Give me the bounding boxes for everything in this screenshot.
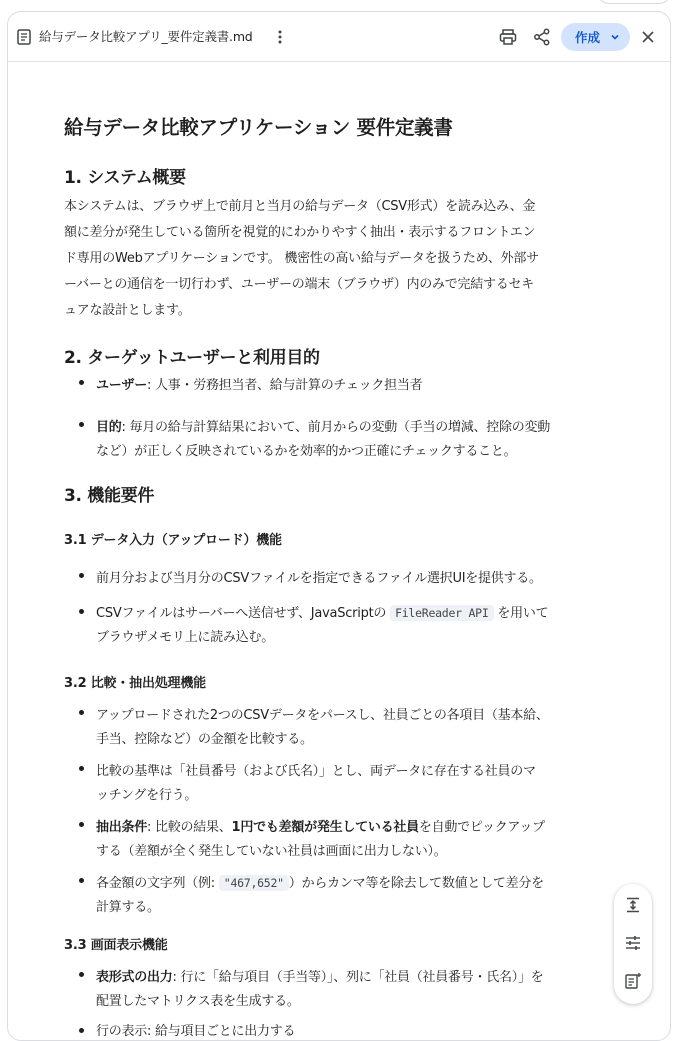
bullet (79, 422, 84, 427)
chevron-down-icon (610, 32, 620, 42)
close-icon[interactable] (639, 28, 657, 46)
list-item-continued: 計算する。 (96, 900, 160, 915)
item-text: 各金額の文字列（例: (96, 876, 219, 891)
item-emphasis: 1円でも差額が発生している社員 (231, 820, 419, 835)
share-icon[interactable] (532, 27, 552, 47)
section-1-line: ド専用のWebアプリケーションです。 機密性の高い給与データを扱うため、外部サ (64, 251, 539, 266)
notes-add-icon[interactable] (624, 972, 642, 990)
list-item-continued: 手当、控除など）の金額を比較する。 (96, 732, 313, 747)
document-icon (17, 29, 31, 45)
item-text: : 行に「給与項目（手当等）」、列に「社員（社員番号・氏名）」を (172, 970, 544, 985)
list-item: アップロードされた2つのCSVデータをパースし、社員ごとの各項目（基本給、 (96, 708, 549, 723)
item-label: 抽出条件 (96, 820, 148, 835)
bullet (79, 380, 84, 385)
item-label: 目的 (96, 420, 122, 435)
bullet (79, 710, 84, 715)
print-icon[interactable] (498, 27, 518, 47)
item-text: : 人事・労務担当者、給与計算のチェック担当者 (147, 378, 423, 393)
list-item-continued: 配置したマトリクス表を生成する。 (96, 994, 300, 1009)
list-item-continued: する（差額が全く発生していない社員は画面に出力しない）。 (96, 844, 447, 859)
section-1-line: ュアな設計とします。 (64, 303, 191, 318)
list-item (96, 966, 544, 985)
list-item (96, 816, 545, 835)
list-item-continued: など）が正しく反映されているかを効率的かつ正確にチェックすること。 (96, 444, 517, 459)
section-1-line: 額に差分が発生している箇所を視覚的にわかりやすく抽出・表示するフロントエン (64, 225, 536, 240)
create-button-label: 作成 (575, 30, 601, 45)
list-item-continued: ブラウザメモリ上に読み込む。 (96, 630, 274, 645)
tune-icon[interactable] (624, 934, 642, 952)
list-item (96, 872, 544, 891)
section-1-line: 本システムは、ブラウザ上で前月と当月の給与データ（CSV形式）を読み込み、金 (64, 199, 536, 214)
more-vert-icon[interactable] (270, 27, 290, 47)
list-item-continued: ッチングを行う。 (96, 788, 198, 803)
item-label: 表形式の出力 (96, 970, 173, 985)
list-item (96, 602, 548, 621)
item-text: ）からカンマ等を除去して数値として差分を (288, 876, 544, 891)
item-text: : 毎月の給与計算結果において、前月からの変動（手当の増減、控除の変動 (121, 420, 551, 435)
window-edge (597, 0, 671, 4)
document-viewer (7, 11, 671, 1041)
list-item (96, 374, 422, 393)
list-item (96, 416, 550, 435)
floating-toolbar (614, 884, 652, 1004)
inline-code: FileReader API (390, 605, 493, 621)
list-item: 前月分および当月分のCSVファイルを指定できるファイル選択UIを提供する。 (96, 571, 542, 586)
file-name: 給与データ比較アプリ_要件定義書.md (39, 29, 253, 44)
bullet (79, 609, 84, 614)
list-item: 比較の基準は「社員番号（および氏名）」とし、両データに存在する社員のマ (96, 764, 536, 779)
section-3-1-heading: 3.1 データ入力（アップロード）機能 (64, 533, 282, 548)
bullet (79, 822, 84, 827)
section-3-heading: 3. 機能要件 (64, 486, 155, 506)
section-1-heading: 1. システム概要 (64, 168, 186, 188)
bullet (79, 1028, 84, 1033)
item-text: を用いて (497, 606, 549, 621)
item-label: ユーザー (96, 378, 148, 393)
section-1-line: ーバーとの通信を一切行わず、ユーザーの端末（ブラウザ）内のみで完結するセキ (64, 277, 535, 292)
bullet (79, 573, 84, 578)
bullet (79, 766, 84, 771)
item-text: : 比較の結果、 (147, 820, 232, 835)
bullet (79, 972, 84, 977)
item-text: CSVファイルはサーバーへ送信せず、JavaScriptの (96, 606, 387, 621)
list-item-partial: 行の表示: 給与項目ごとに出力する (96, 1024, 296, 1039)
section-3-3-heading: 3.3 画面表示機能 (64, 938, 168, 953)
section-3-2-heading: 3.2 比較・抽出処理機能 (64, 676, 206, 691)
bullet (79, 878, 84, 883)
section-2-heading: 2. ターゲットユーザーと利用目的 (64, 348, 320, 368)
inline-code: "467,652" (219, 875, 289, 891)
doc-title: 給与データ比較アプリケーション 要件定義書 (64, 116, 453, 139)
create-button[interactable] (561, 23, 630, 51)
item-text: を自動でピックアップ (418, 820, 545, 835)
vertical-align-icon[interactable] (624, 896, 642, 914)
viewer-header (8, 12, 670, 62)
